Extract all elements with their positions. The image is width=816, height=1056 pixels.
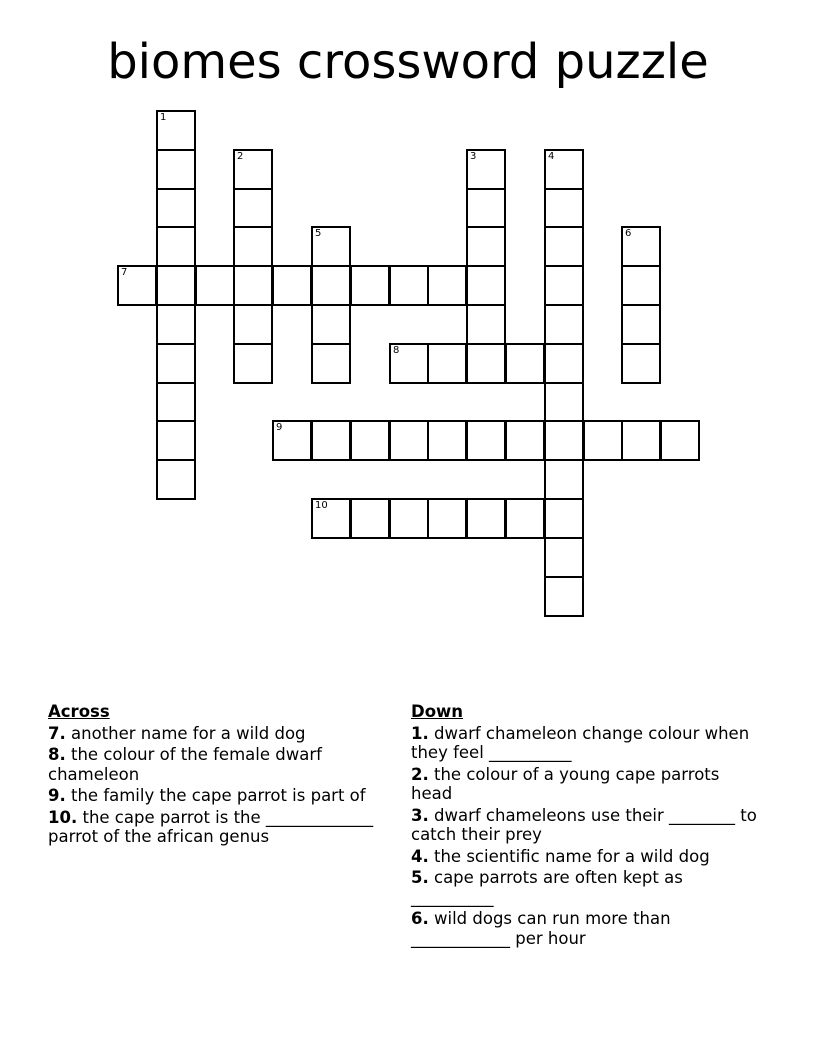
grid-cell[interactable] [544,576,584,617]
grid-cell[interactable] [350,498,390,539]
grid-cell[interactable] [583,420,623,461]
down-clue [411,909,761,948]
grid-cell[interactable] [233,304,273,345]
cell-number: 6 [625,228,632,239]
grid-cell[interactable] [272,420,312,461]
cell-number: 7 [121,267,128,278]
grid-cell[interactable] [156,265,196,306]
grid-cell[interactable] [505,498,545,539]
grid-cell[interactable] [466,420,506,461]
clue-text: the cape parrot is the _____________ parrot of the african genus [48,807,374,846]
grid-cell[interactable] [389,498,429,539]
clue-number: 4. [411,846,429,866]
clue-text: the colour of a young cape parrots head [411,764,720,803]
cell-number: 8 [393,345,400,356]
grid-cell[interactable] [544,304,584,345]
down-clue [411,765,761,804]
grid-cell[interactable] [621,265,661,306]
grid-cell[interactable] [233,343,273,384]
grid-cell[interactable] [427,420,467,461]
grid-cell[interactable] [233,265,273,306]
grid-cell[interactable] [505,420,545,461]
across-clues [48,702,388,849]
grid-cell[interactable] [466,265,506,306]
clue-text: the scientific name for a wild dog [428,846,710,866]
grid-cell[interactable] [350,265,390,306]
cell-number: 4 [548,151,555,162]
grid-cell[interactable] [466,498,506,539]
grid-cell[interactable] [427,498,467,539]
grid-cell[interactable] [156,149,196,190]
across-heading: Across [48,702,110,721]
grid-cell[interactable] [389,343,429,384]
down-clue [411,724,761,763]
grid-cell[interactable] [350,420,390,461]
grid-cell[interactable] [544,343,584,384]
down-clue [411,868,761,907]
page-title: biomes crossword puzzle [107,34,709,90]
across-clue [48,808,388,847]
clue-text: dwarf chameleon change colour when they feel __________ [411,723,750,762]
grid-cell[interactable] [156,382,196,423]
grid-cell[interactable] [466,188,506,229]
cell-number: 5 [315,228,322,239]
clue-number: 9. [48,786,66,805]
grid-cell[interactable] [621,304,661,345]
grid-cell[interactable] [544,498,584,539]
clue-number: 10. [48,807,78,827]
across-clue [48,745,388,784]
grid-cell[interactable] [660,420,700,461]
across-clue [48,786,388,806]
grid-cell[interactable] [427,265,467,306]
clue-number: 7. [48,723,66,743]
clue-number: 8. [48,745,66,764]
clue-text: another name for a wild dog [65,723,306,743]
cell-number: 3 [470,151,477,162]
grid-cell[interactable] [389,420,429,461]
grid-cell[interactable] [427,343,467,384]
down-clue [411,806,761,845]
grid-cell[interactable] [544,537,584,578]
clue-text: dwarf chameleons use their ________ to catch their prey [411,805,757,844]
grid-cell[interactable] [156,459,196,500]
grid-cell[interactable] [156,226,196,267]
grid-cell[interactable] [311,498,351,539]
grid-cell[interactable] [544,382,584,423]
across-clue [48,724,388,744]
down-clue [411,847,761,867]
grid-cell[interactable] [311,420,351,461]
down-clues [411,702,761,950]
grid-cell[interactable] [233,226,273,267]
grid-cell[interactable] [466,149,506,190]
clue-text: the colour of the female dwarf chameleon [48,745,322,784]
grid-cell[interactable] [466,304,506,345]
clue-text: cape parrots are often kept as __________ [411,868,683,907]
grid-cell[interactable] [156,304,196,345]
clue-number: 6. [411,909,429,928]
clue-text: the family the cape parrot is part of [65,786,366,805]
grid-cell[interactable] [544,226,584,267]
clue-number: 2. [411,764,429,784]
grid-cell[interactable] [311,265,351,306]
grid-cell[interactable] [389,265,429,306]
grid-cell[interactable] [156,420,196,461]
grid-cell[interactable] [117,265,157,306]
cell-number: 9 [276,422,283,433]
grid-cell[interactable] [156,110,196,151]
grid-cell[interactable] [466,343,506,384]
grid-cell[interactable] [621,226,661,267]
grid-cell[interactable] [195,265,235,306]
grid-cell[interactable] [272,265,312,306]
cell-number: 1 [160,112,167,123]
grid-cell[interactable] [311,226,351,267]
grid-cell[interactable] [544,188,584,229]
grid-cell[interactable] [156,343,196,384]
grid-cell[interactable] [311,304,351,345]
clue-number: 1. [411,723,429,743]
clue-number: 5. [411,868,429,887]
grid-cell[interactable] [156,188,196,229]
grid-cell[interactable] [544,265,584,306]
grid-cell[interactable] [311,343,351,384]
down-heading: Down [411,702,464,721]
grid-cell[interactable] [233,188,273,229]
grid-cell[interactable] [466,226,506,267]
cell-number: 2 [237,151,244,162]
grid-cell[interactable] [621,420,661,461]
grid-cell[interactable] [621,343,661,384]
grid-cell[interactable] [544,149,584,190]
clue-text: wild dogs can run more than ____________ per hour [411,909,671,948]
grid-cell[interactable] [544,420,584,461]
grid-cell[interactable] [233,149,273,190]
grid-cell[interactable] [544,459,584,500]
grid-cell[interactable] [505,343,545,384]
clue-number: 3. [411,805,429,825]
cell-number: 10 [315,500,328,511]
